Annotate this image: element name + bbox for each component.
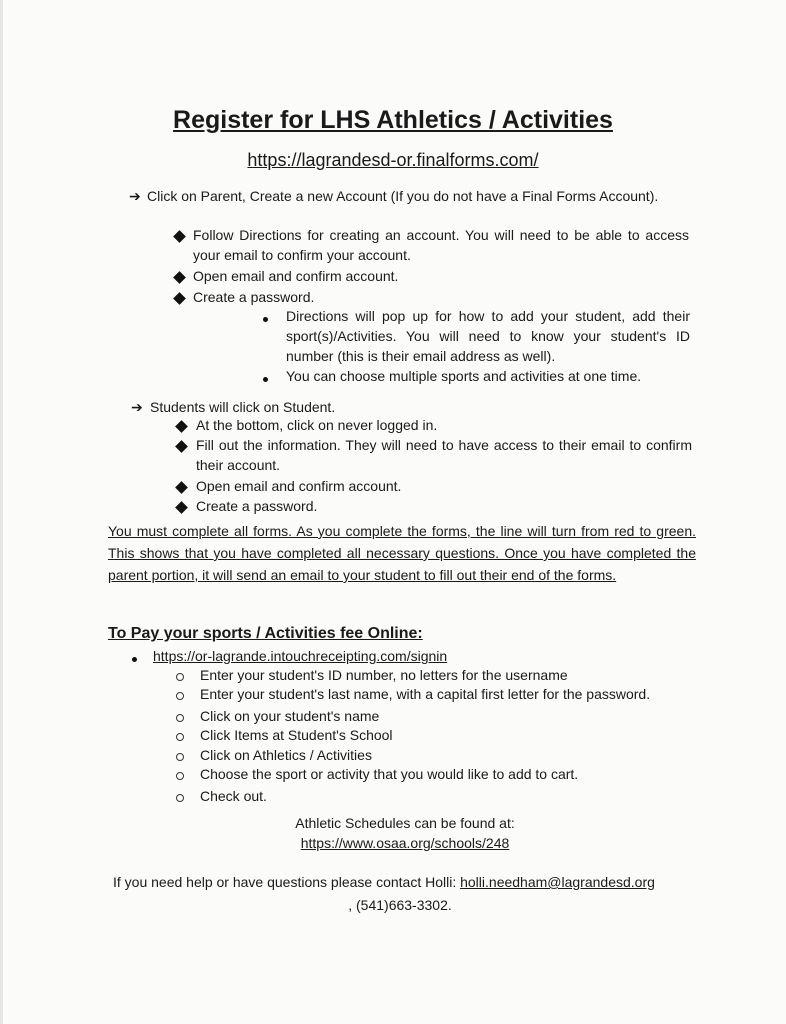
payment-step: Check out. <box>200 788 267 804</box>
schedules-link-wrap[interactable] <box>0 833 786 853</box>
contact-phone: , (541)663-3302. <box>348 897 452 913</box>
registration-url[interactable]: https://lagrandesd-or.finalforms.com/ <box>247 150 539 170</box>
payment-heading-text: To Pay your sports / Activities fee Online: <box>108 625 423 642</box>
diamond-bullet-icon <box>175 267 184 287</box>
diamond-bullet-icon <box>177 436 186 456</box>
parent-step: Follow Directions for creating an account. You will need to be able to access your email to confirm your account. <box>193 227 689 263</box>
schedules-link[interactable]: https://www.osaa.org/schools/248 <box>300 835 510 851</box>
student-instruction: Students will click on Student. <box>150 399 336 415</box>
dot-bullet-icon <box>263 367 268 387</box>
parent-step: Create a password. <box>193 289 315 305</box>
diamond-bullet-icon <box>175 288 184 308</box>
circle-bullet-icon <box>176 707 184 727</box>
payment-step: Click on Athletics / Activities <box>200 747 372 763</box>
student-step: Fill out the information. They will need to have access to their email to confirm their account. <box>196 437 692 473</box>
diamond-bullet-icon <box>177 497 186 517</box>
contact-line <box>113 872 655 892</box>
diamond-bullet-icon <box>177 477 186 497</box>
title-text: Register for LHS Athletics / Activities <box>173 106 613 134</box>
circle-bullet-icon <box>176 726 184 746</box>
registration-link[interactable] <box>0 150 786 171</box>
arrow-icon: ➔ <box>129 188 141 204</box>
parent-substep: Directions will pop up for how to add your student, add their sport(s)/Activities. You will need to know your student's ID number (this is their email address as well). <box>286 308 690 364</box>
arrow-icon: ➔ <box>131 399 143 415</box>
dot-bullet-icon <box>263 307 268 327</box>
contact-email-link[interactable]: holli.needham@lagrandesd.org <box>460 874 655 890</box>
circle-bullet-icon <box>176 787 184 807</box>
contact-text: If you need help or have questions please contact Holli: <box>113 874 457 890</box>
payment-link[interactable]: https://or-lagrande.intouchreceipting.com/signin <box>153 648 448 664</box>
page-title <box>0 106 786 135</box>
schedules-label: Athletic Schedules can be found at: <box>295 815 515 831</box>
payment-step: Click Items at Student's School <box>200 727 393 743</box>
circle-bullet-icon <box>176 746 184 766</box>
payment-step: Enter your student's last name, with a capital first letter for the password. <box>200 686 651 702</box>
student-step: At the bottom, click on never logged in. <box>196 417 438 433</box>
circle-bullet-icon <box>176 685 184 705</box>
parent-instruction: Click on Parent, Create a new Account (If you do not have a Final Forms Account). <box>147 188 659 204</box>
payment-step: Choose the sport or activity that you would like to add to cart. <box>200 766 579 782</box>
dot-bullet-icon <box>132 647 137 667</box>
diamond-bullet-icon <box>175 226 184 246</box>
payment-step: Click on your student's name <box>200 708 380 724</box>
circle-bullet-icon <box>176 666 184 686</box>
circle-bullet-icon <box>176 765 184 785</box>
parent-step: Open email and confirm account. <box>193 268 399 284</box>
parent-substep: You can choose multiple sports and activities at one time. <box>286 368 642 384</box>
payment-step: Enter your student's ID number, no letters for the username <box>200 667 568 683</box>
student-step: Open email and confirm account. <box>196 478 402 494</box>
completion-note: You must complete all forms. As you complete the forms, the line will turn from red to green. This shows that you have completed all necessary questions. Once you have completed the parent portion, it will send an email to your student to fill out their end of the forms. <box>108 523 696 583</box>
diamond-bullet-icon <box>177 416 186 436</box>
payment-heading <box>108 625 423 643</box>
student-step: Create a password. <box>196 498 318 514</box>
